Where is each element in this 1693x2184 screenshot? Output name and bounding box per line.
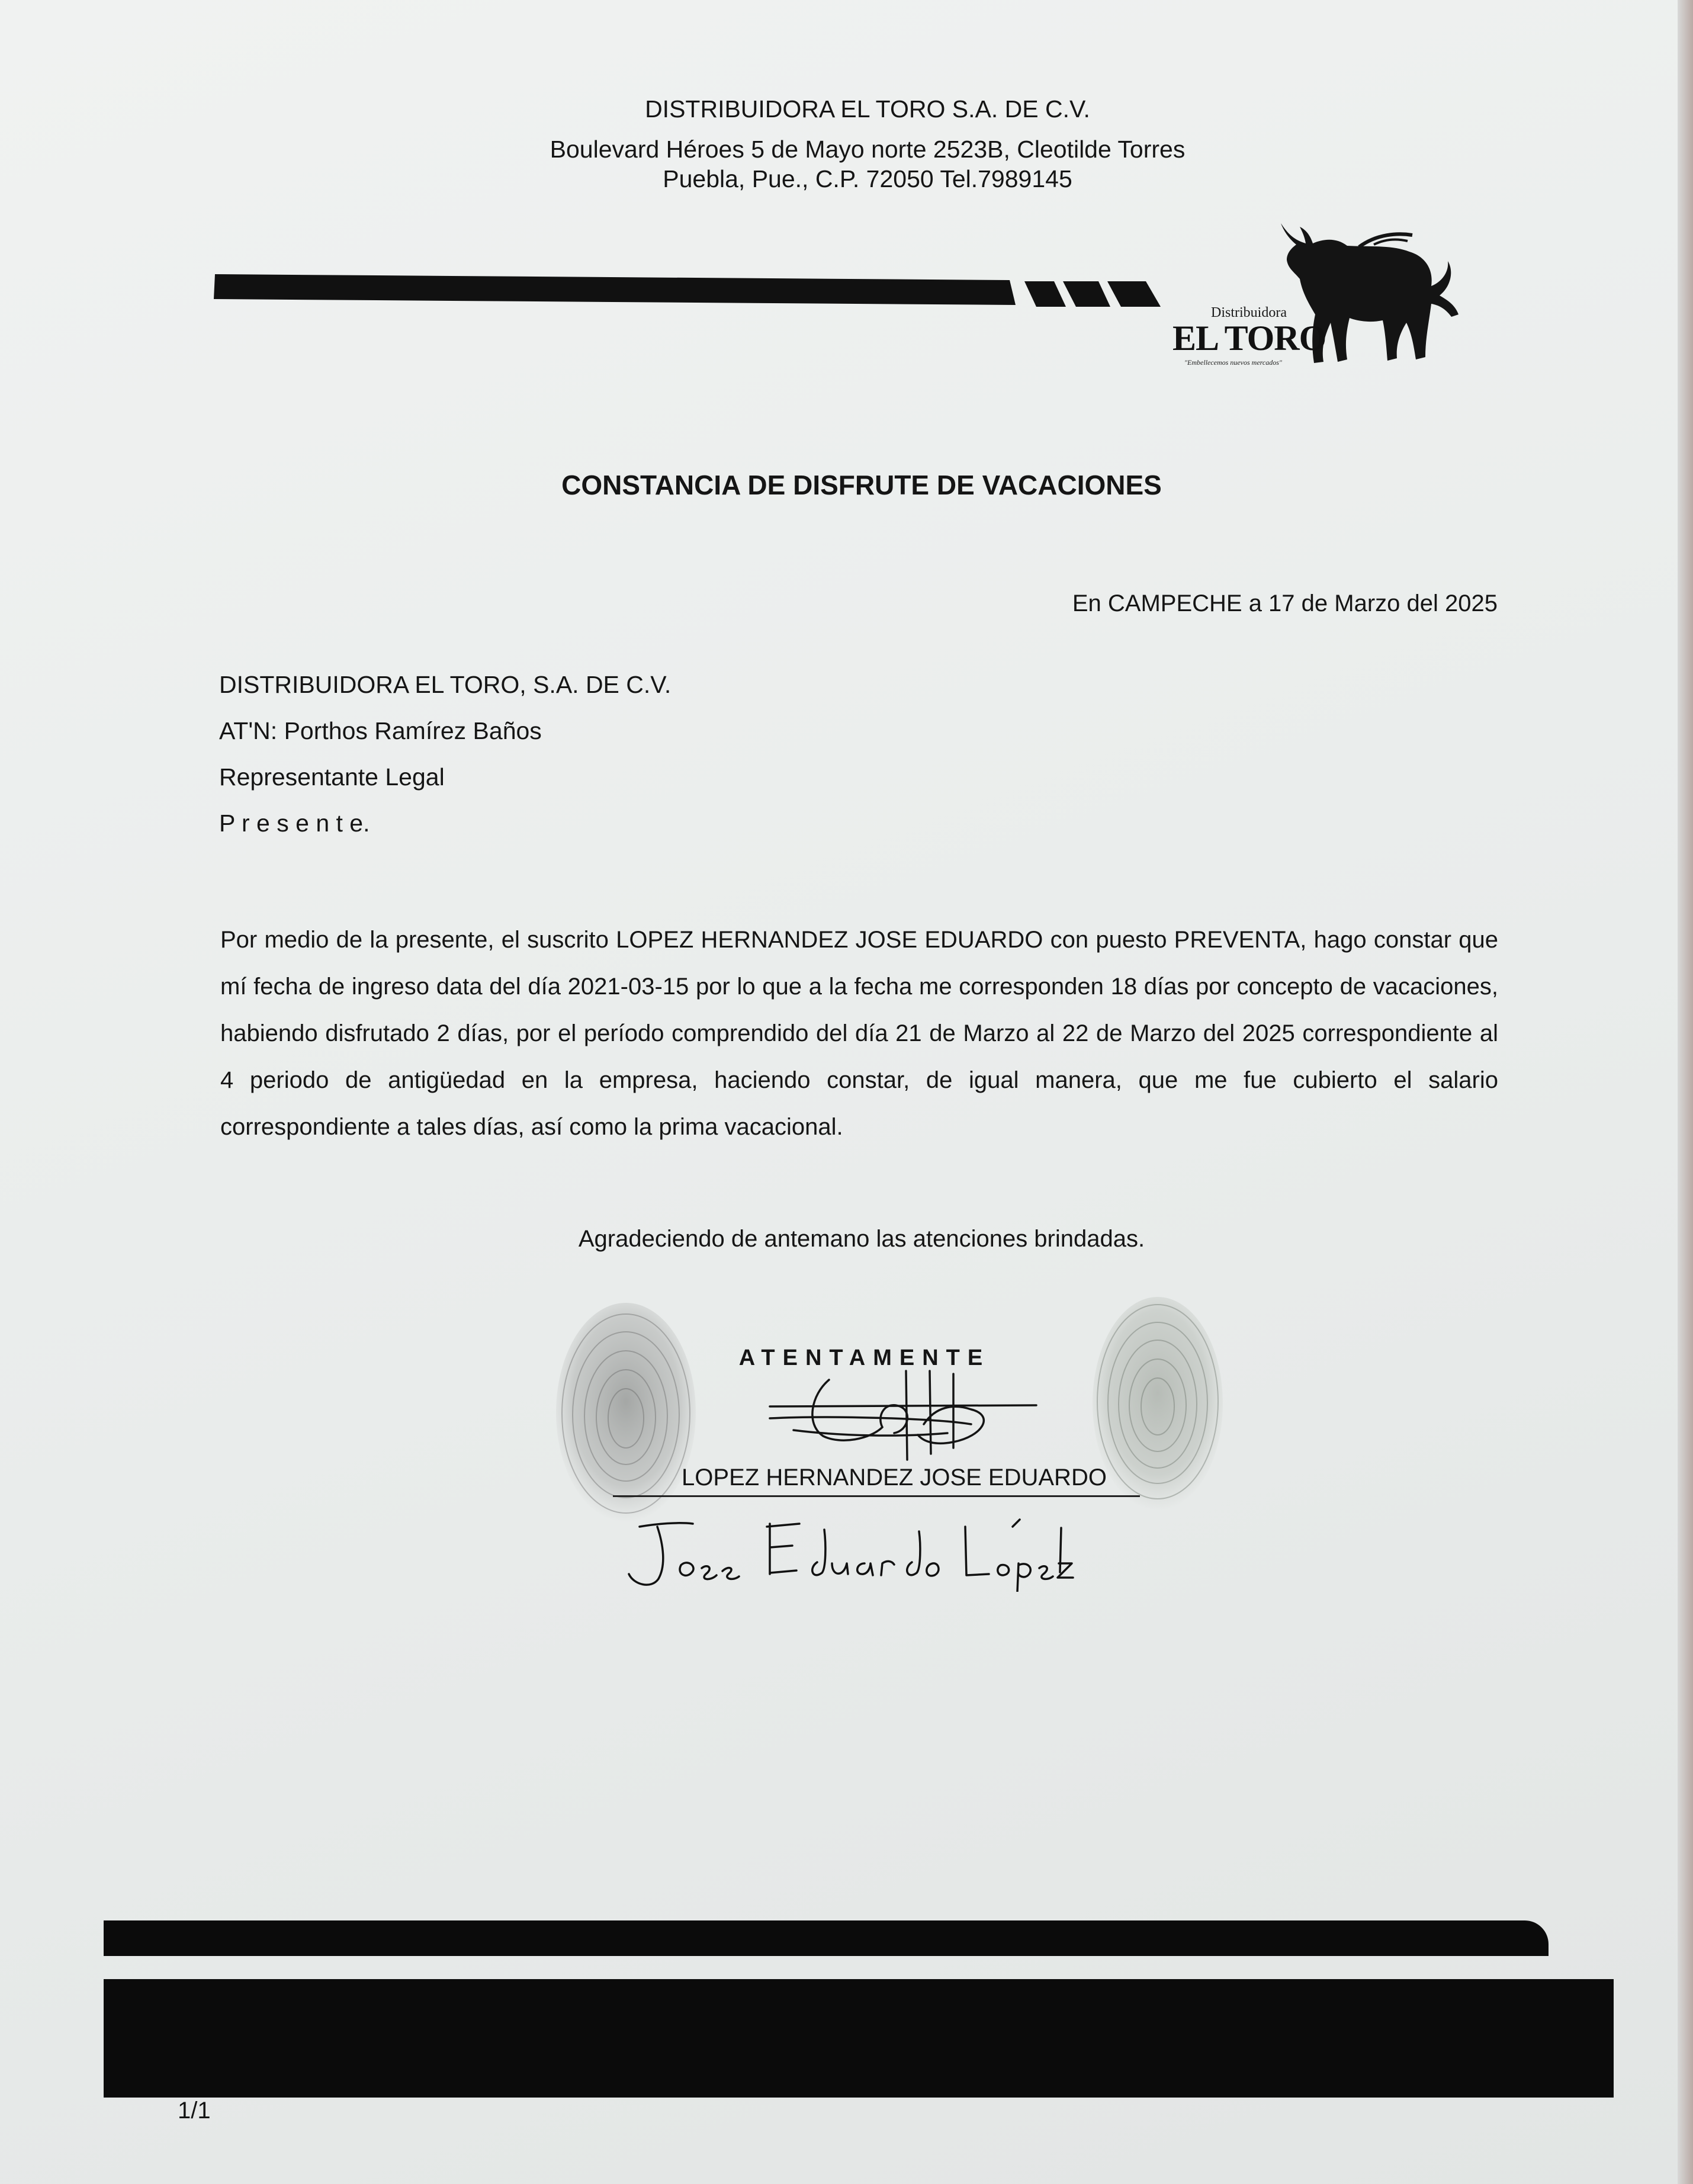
footer-decorative-bar xyxy=(104,1920,1549,1956)
signature-scribble xyxy=(758,1359,1042,1466)
signature-line xyxy=(613,1495,1140,1497)
place-date: En CAMPECHE a 17 de Marzo del 2025 xyxy=(1072,590,1498,616)
recipient-attention: AT'N: Porthos Ramírez Baños xyxy=(219,717,542,744)
header-decorative-bar xyxy=(210,269,1170,311)
left-fingerprint xyxy=(554,1300,699,1525)
document-title: CONSTANCIA DE DISFRUTE DE VACACIONES xyxy=(561,470,1162,500)
handwritten-name-tail xyxy=(1054,1516,1113,1587)
company-address-line2: Puebla, Pue., C.P. 72050 Tel.7989145 xyxy=(663,165,1072,192)
sign-off: ATENTAMENTE xyxy=(738,1345,991,1370)
el-toro-logo xyxy=(1172,210,1463,382)
handwritten-name xyxy=(622,1509,1119,1592)
recipient-greeting: P r e s e n t e. xyxy=(219,810,370,837)
body-paragraph: Por medio de la presente, el suscrito LOPEZ HERNANDEZ JOSE EDUARDO con puesto PREVENTA, hago constar que mí fecha de ingreso data del día 2021-03-15 por lo que a la fecha me corresponden 18 días por concepto de vacaciones, habiendo disfrutado 2 días, por el período comprendido del día 21 de Marzo al 22 de Marzo del 2025 correspondiente al 4 periodo de antigüedad en la empresa, haciendo constar, de igual manera, que me fue cubierto el salario correspondiente a tales días, así como la prima vacacional. xyxy=(220,927,1498,1140)
recipient-company: DISTRIBUIDORA EL TORO, S.A. DE C.V. xyxy=(219,671,672,698)
paper-edge xyxy=(1678,0,1693,2184)
page-number: 1/1 xyxy=(178,2098,211,2124)
redacted-footer-block xyxy=(104,1979,1614,2098)
logo-small-text: Distribuidora xyxy=(1211,305,1287,320)
company-name: DISTRIBUIDORA EL TORO S.A. DE C.V. xyxy=(645,95,1090,123)
logo-brand: EL TORO xyxy=(1172,319,1326,358)
closing-line: Agradeciendo de antemano las atenciones brindadas. xyxy=(578,1226,1145,1252)
signer-name: LOPEZ HERNANDEZ JOSE EDUARDO xyxy=(682,1464,1107,1491)
recipient-role: Representante Legal xyxy=(219,763,445,791)
company-address-line1: Boulevard Héroes 5 de Mayo norte 2523B, Cleotilde Torres xyxy=(550,136,1186,163)
logo-tagline: "Embellecemos nuevos mercados" xyxy=(1184,358,1282,367)
